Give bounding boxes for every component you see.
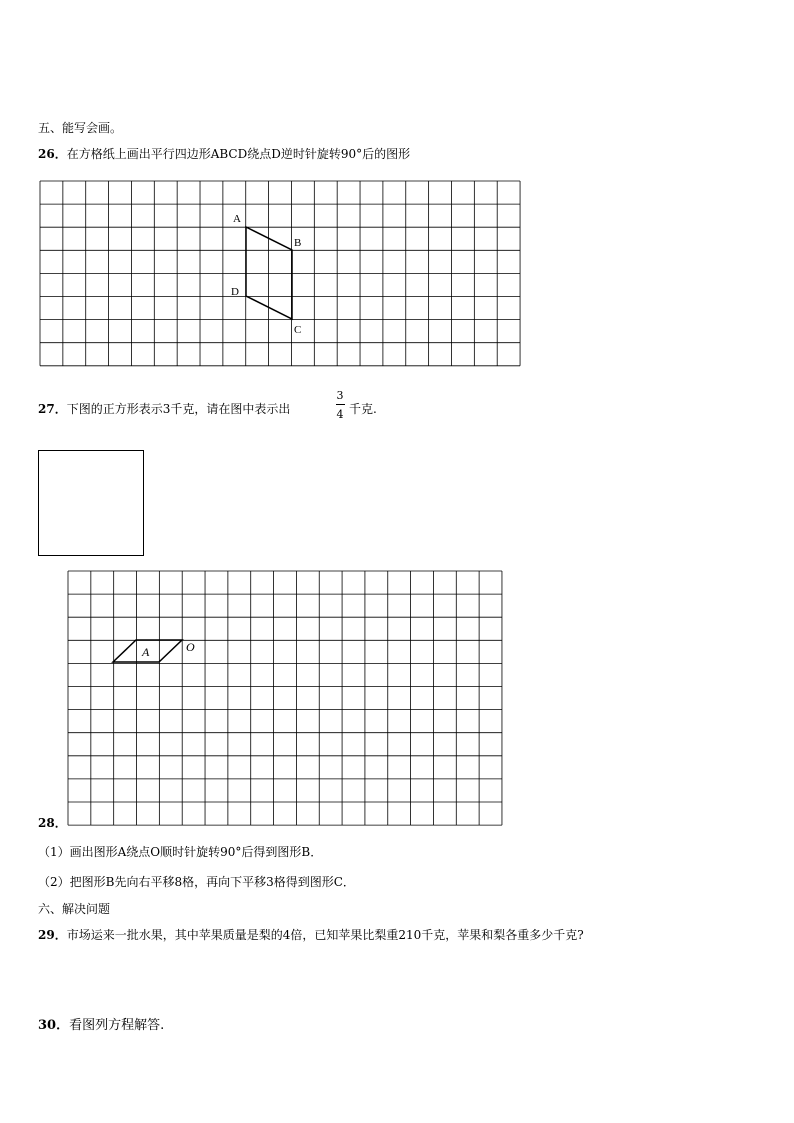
fraction-denominator: 4 bbox=[336, 408, 344, 421]
question-28-part-1: （1）画出图形A绕点O顺时针旋转90°后得到图形B． bbox=[38, 845, 323, 859]
question-29-number: 29． bbox=[38, 928, 67, 942]
question-29 bbox=[38, 927, 584, 943]
vertex-label-a: A bbox=[233, 213, 241, 225]
question-26-number: 26． bbox=[38, 147, 67, 161]
question-27-number: 27． bbox=[38, 402, 67, 416]
question-27-text: 下图的正方形表示3千克，请在图中表示出 bbox=[66, 402, 291, 416]
figure-a-label: A bbox=[142, 645, 150, 659]
question-30-number: 30． bbox=[38, 1018, 70, 1033]
vertex-label-c: C bbox=[294, 324, 302, 336]
question-28-number: 28． bbox=[38, 816, 67, 830]
question-28-part-2: （2）把图形B先向右平移8格，再向下平移3格得到图形C． bbox=[38, 875, 355, 889]
point-o-label: O bbox=[186, 640, 195, 654]
question-29-text: 市场运来一批水果，其中苹果质量是梨的4倍，已知苹果比梨重210千克，苹果和梨各重多少千克? bbox=[66, 928, 584, 942]
fraction-numerator: 3 bbox=[336, 389, 344, 402]
question-30-text: 看图列方程解答. bbox=[69, 1018, 165, 1033]
vertex-label-d: D bbox=[231, 286, 239, 298]
section-5-heading: 五、能写会画。 bbox=[38, 121, 123, 135]
section-6-heading: 六、解决问题 bbox=[38, 902, 111, 916]
vertex-label-b: B bbox=[294, 237, 302, 249]
question-26-text: 在方格纸上画出平行四边形ABCD绕点D逆时针旋转90°后的图形 bbox=[66, 147, 411, 161]
question-30 bbox=[38, 1018, 164, 1034]
question-27-text-after: 千克. bbox=[349, 402, 377, 416]
